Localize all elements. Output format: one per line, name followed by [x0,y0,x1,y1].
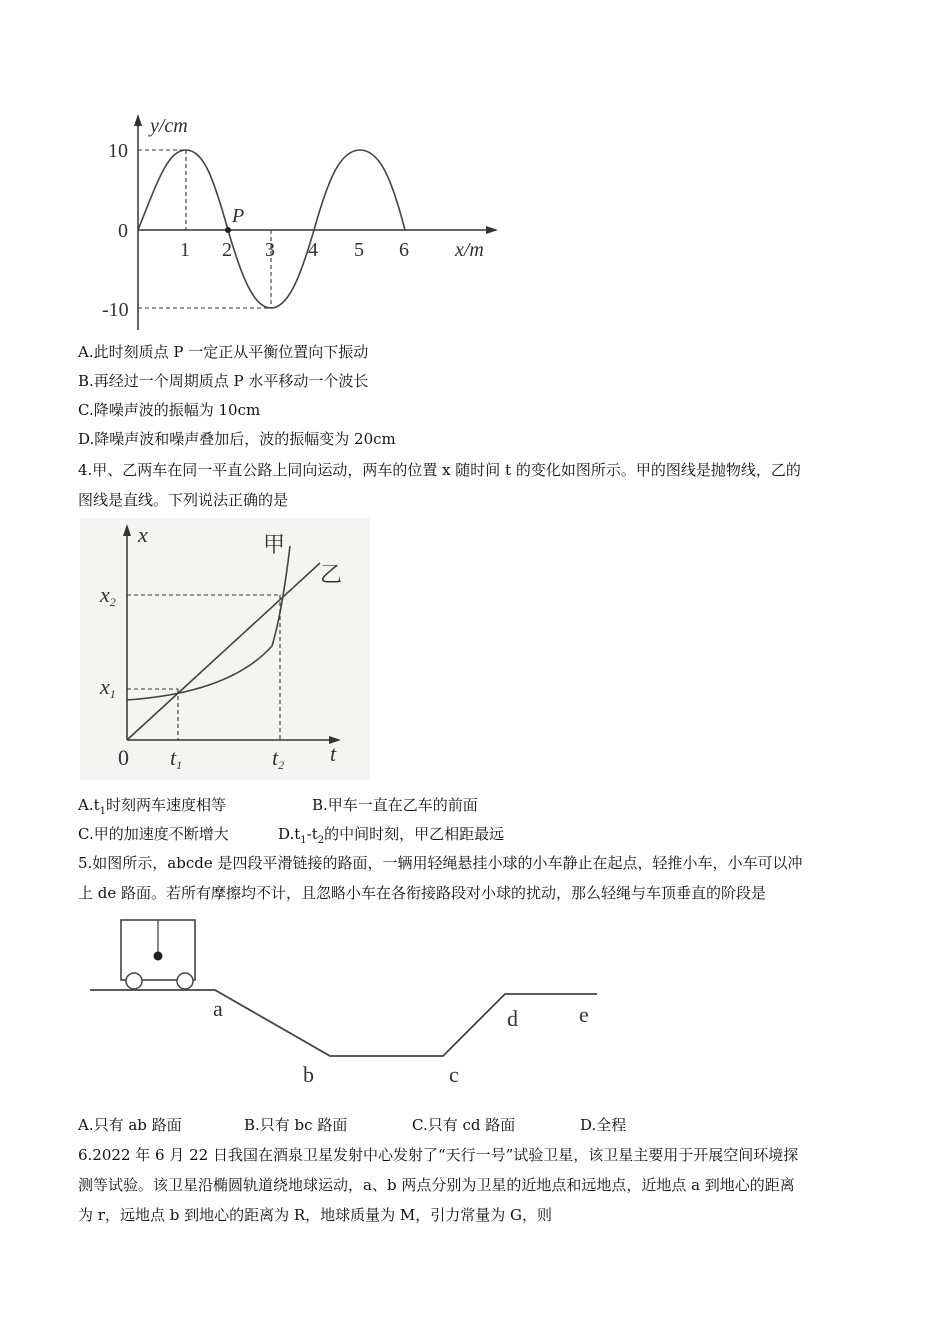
wave-curve [138,150,405,308]
motion-graph [80,518,370,780]
line-yi-label: 乙 [320,562,343,587]
q5-option-a: A.只有 ab 路面 [78,1116,182,1134]
wave-x-tick: 1 [180,239,190,261]
wave-x-arrow [486,226,498,234]
road-label-a: a [213,996,223,1021]
q4-stem-line1: 4.甲、乙两车在同一平直公路上同向运动，两车的位置 x 随时间 t 的变化如图所示。甲的图线是抛物线，乙的 [78,461,801,479]
curve-jia-label: 甲 [263,532,286,557]
q6-stem-line3: 为 r，远地点 b 到地心的距离为 R，地球质量为 M，引力常量为 G，则 [78,1206,553,1224]
cart-wheel-right [177,973,193,989]
q4-option-b: B.甲车一直在乙车的前面 [312,796,478,814]
road-profile [90,990,597,1056]
wave-graph [100,110,520,340]
wave-point-label: P [232,205,245,227]
q5-stem-line2: 上 de 路面。若所有摩擦均不计，且忽略小车在各衔接路段对小球的扰动，那么轻绳与车顶垂直的阶段是 [78,884,767,902]
cart-wheel-left [126,973,142,989]
wave-x-tick: 5 [354,239,364,261]
q5-option-c: C.只有 cd 路面 [412,1116,516,1134]
motion-x-label: t [330,741,337,766]
road-label-c: c [449,1062,459,1087]
cart-ball [154,952,163,961]
motion-x1-label: x1 [100,674,116,701]
wave-y-tick: 10 [108,140,128,162]
wave-x-label: x/m [455,239,484,261]
wave-y-tick: -10 [102,299,129,321]
wave-x-tick: 4 [308,239,318,261]
wave-y-arrow [134,114,142,126]
q5-option-d: D.全程 [580,1116,627,1134]
q5-option-b: B.只有 bc 路面 [244,1116,348,1134]
q4-option-a: $A.t_1$时刻两车速度相等 [78,796,227,817]
q4-option-c: C.甲的加速度不断增大 [78,825,229,843]
road-label-b: b [303,1062,314,1087]
q6-stem-line1: 6.2022 年 6 月 22 日我国在酒泉卫星发射中心发射了“天行一号”试验卫星，该卫星主要用于开展空间环境探 [78,1146,799,1164]
motion-t1-label: t1 [170,745,183,772]
wave-y-tick: 0 [118,220,128,242]
wave-x-tick: 2 [222,239,232,261]
road-diagram [85,910,615,1090]
q5-stem-line1: 5.如图所示，abcde 是四段平滑链接的路面，一辆用轻绳悬挂小球的小车静止在起点，轻推小车，小车可以冲 [78,854,803,872]
motion-origin-label: 0 [118,745,129,770]
q4-option-d: $D.t_1-t_2$的中间时刻，甲乙相距最远 [278,825,505,846]
q3-option-a: A.此时刻质点 P 一定正从平衡位置向下振动 [78,343,369,361]
wave-guide-lines [138,150,271,308]
wave-point-p [225,227,231,233]
motion-y-label: x [138,522,148,547]
motion-x2-label: x2 [100,582,116,609]
q3-option-b: B.再经过一个周期质点 P 水平移动一个波长 [78,372,369,390]
wave-x-tick: 3 [265,239,275,261]
road-label-e: e [579,1002,589,1027]
q4-stem-line2: 图线是直线。下列说法正确的是 [78,491,289,509]
wave-y-label: y/cm [150,115,188,137]
q3-option-d: D.降噪声波和噪声叠加后，波的振幅变为 20cm [78,430,396,448]
q3-option-c: C.降噪声波的振幅为 10cm [78,401,261,419]
wave-x-tick: 6 [399,239,409,261]
q6-stem-line2: 测等试验。该卫星沿椭圆轨道绕地球运动，a、b 两点分别为卫星的近地点和远地点，近地点 a 到地心的距离 [78,1176,795,1194]
motion-t2-label: t2 [272,745,285,772]
road-label-d: d [507,1006,518,1031]
